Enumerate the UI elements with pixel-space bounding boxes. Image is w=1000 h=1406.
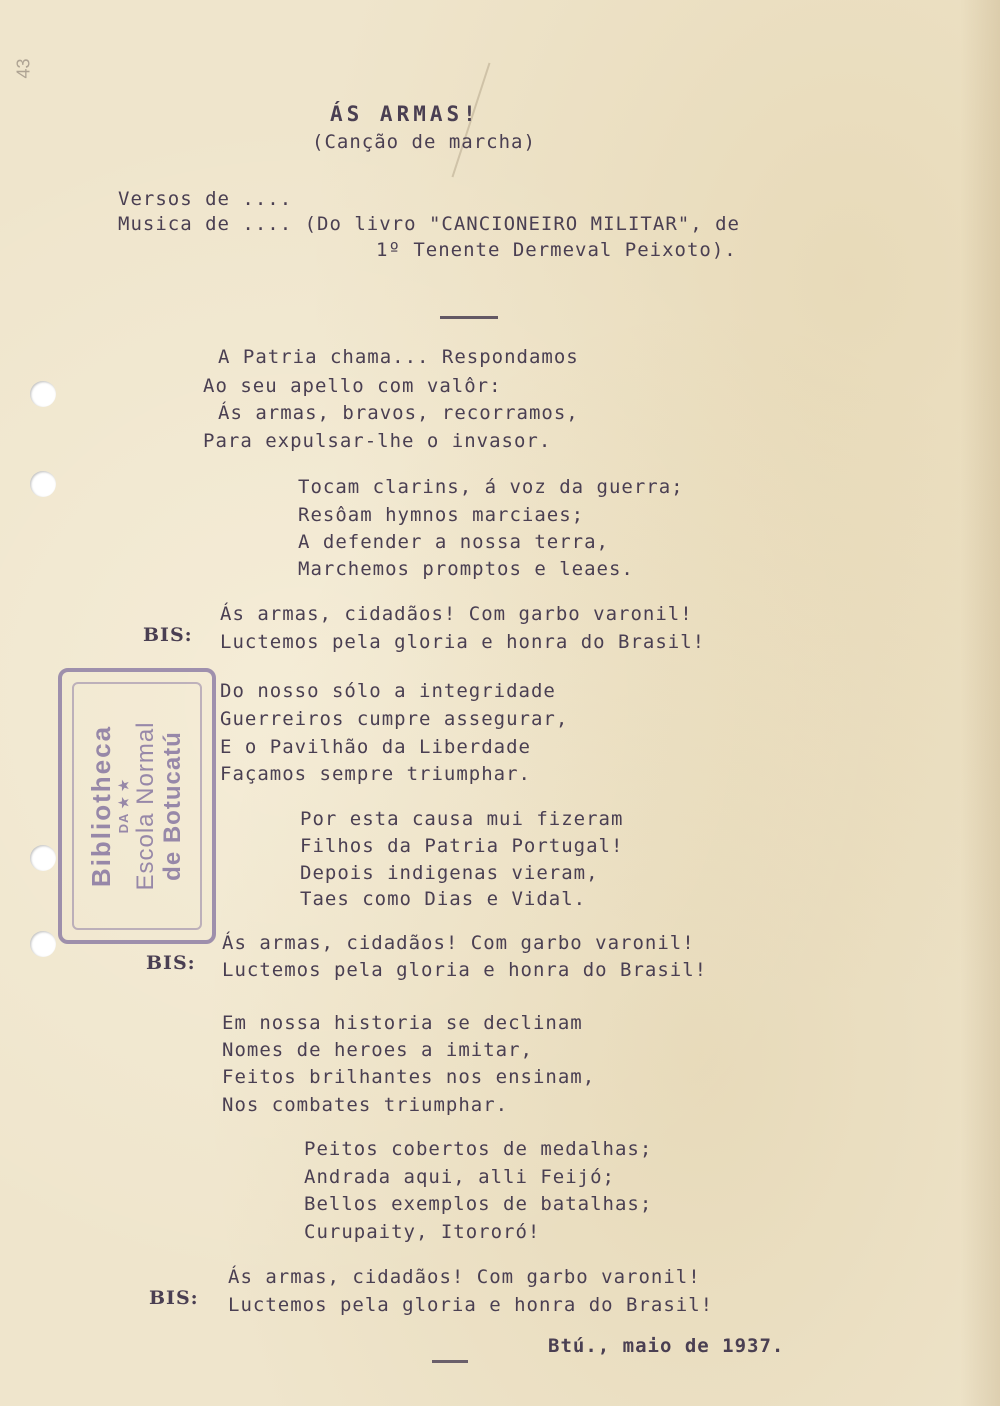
verse-line: Por esta causa mui fizeram <box>300 808 624 830</box>
verse-line: Do nosso sólo a integridade <box>220 680 556 702</box>
library-stamp <box>58 668 216 944</box>
verse-line: Em nossa historia se declinam <box>222 1012 583 1034</box>
verse-line: Para expulsar-lhe o invasor. <box>203 430 552 452</box>
page-edge-shadow <box>960 0 1000 1406</box>
verse-line: Curupaity, Itororó! <box>304 1221 541 1243</box>
verse-line: Façamos sempre triumphar. <box>220 763 531 785</box>
verse-line: Marchemos promptos e leaes. <box>298 558 634 580</box>
refrain-line: Ás armas, cidadãos! Com garbo varonil! <box>222 932 695 954</box>
closing-rule <box>432 1360 468 1363</box>
refrain-line: Ás armas, cidadãos! Com garbo varonil! <box>228 1266 701 1288</box>
refrain-line: Luctemos pela gloria e honra do Brasil! <box>220 631 706 653</box>
punch-hole <box>30 381 56 407</box>
refrain-line: Luctemos pela gloria e honra do Brasil! <box>222 959 708 981</box>
verse-line: Ás armas, bravos, recorramos, <box>218 402 579 424</box>
verse-line: Depois indigenas vieram, <box>300 862 599 884</box>
bis-label: BIS: <box>146 952 196 974</box>
verse-line: A defender a nossa terra, <box>298 531 609 553</box>
verse-line: Bellos exemplos de batalhas; <box>304 1193 653 1215</box>
document-title: ÁS ARMAS! <box>330 102 480 126</box>
refrain-line: Ás armas, cidadãos! Com garbo varonil! <box>220 603 693 625</box>
verse-line: E o Pavilhão da Liberdade <box>220 736 531 758</box>
punch-hole <box>30 471 56 497</box>
document-date: Btú., maio de 1937. <box>548 1335 785 1357</box>
credit-line: Musica de .... (Do livro "CANCIONEIRO MILITAR", de <box>118 213 740 235</box>
stamp-line: Bibliotheca <box>85 724 116 888</box>
verse-line: Peitos cobertos de medalhas; <box>304 1138 653 1160</box>
verse-line: Nomes de heroes a imitar, <box>222 1039 533 1061</box>
verse-line: Filhos da Patria Portugal! <box>300 835 624 857</box>
credit-line: Versos de .... <box>118 188 293 210</box>
document-subtitle: (Canção de marcha) <box>312 131 536 153</box>
verse-line: Resôam hymnos marciaes; <box>298 504 585 526</box>
bis-label: BIS: <box>149 1287 199 1309</box>
punch-hole <box>30 845 56 871</box>
stamp-line: DA ★ ★ <box>115 778 131 834</box>
verse-line: Tocam clarins, á voz da guerra; <box>298 476 684 498</box>
refrain-line: Luctemos pela gloria e honra do Brasil! <box>228 1294 714 1316</box>
stamp-line: de Botucatú <box>159 731 187 881</box>
separator-rule <box>440 316 498 319</box>
bis-label: BIS: <box>143 624 193 646</box>
verse-line: Feitos brilhantes nos ensinam, <box>222 1066 596 1088</box>
stamp-text <box>87 681 187 931</box>
margin-pencil-note: 43 <box>13 58 34 79</box>
verse-line: Taes como Dias e Vidal. <box>300 888 587 910</box>
punch-hole <box>30 931 56 957</box>
credit-line: 1º Tenente Dermeval Peixoto). <box>376 239 737 261</box>
stamp-line: Escola Normal <box>131 721 159 891</box>
verse-line: Nos combates triumphar. <box>222 1094 509 1116</box>
verse-line: Andrada aqui, alli Feijó; <box>304 1166 615 1188</box>
verse-line: A Patria chama... Respondamos <box>218 346 579 368</box>
verse-line: Ao seu apello com valôr: <box>203 375 502 397</box>
verse-line: Guerreiros cumpre assegurar, <box>220 708 569 730</box>
